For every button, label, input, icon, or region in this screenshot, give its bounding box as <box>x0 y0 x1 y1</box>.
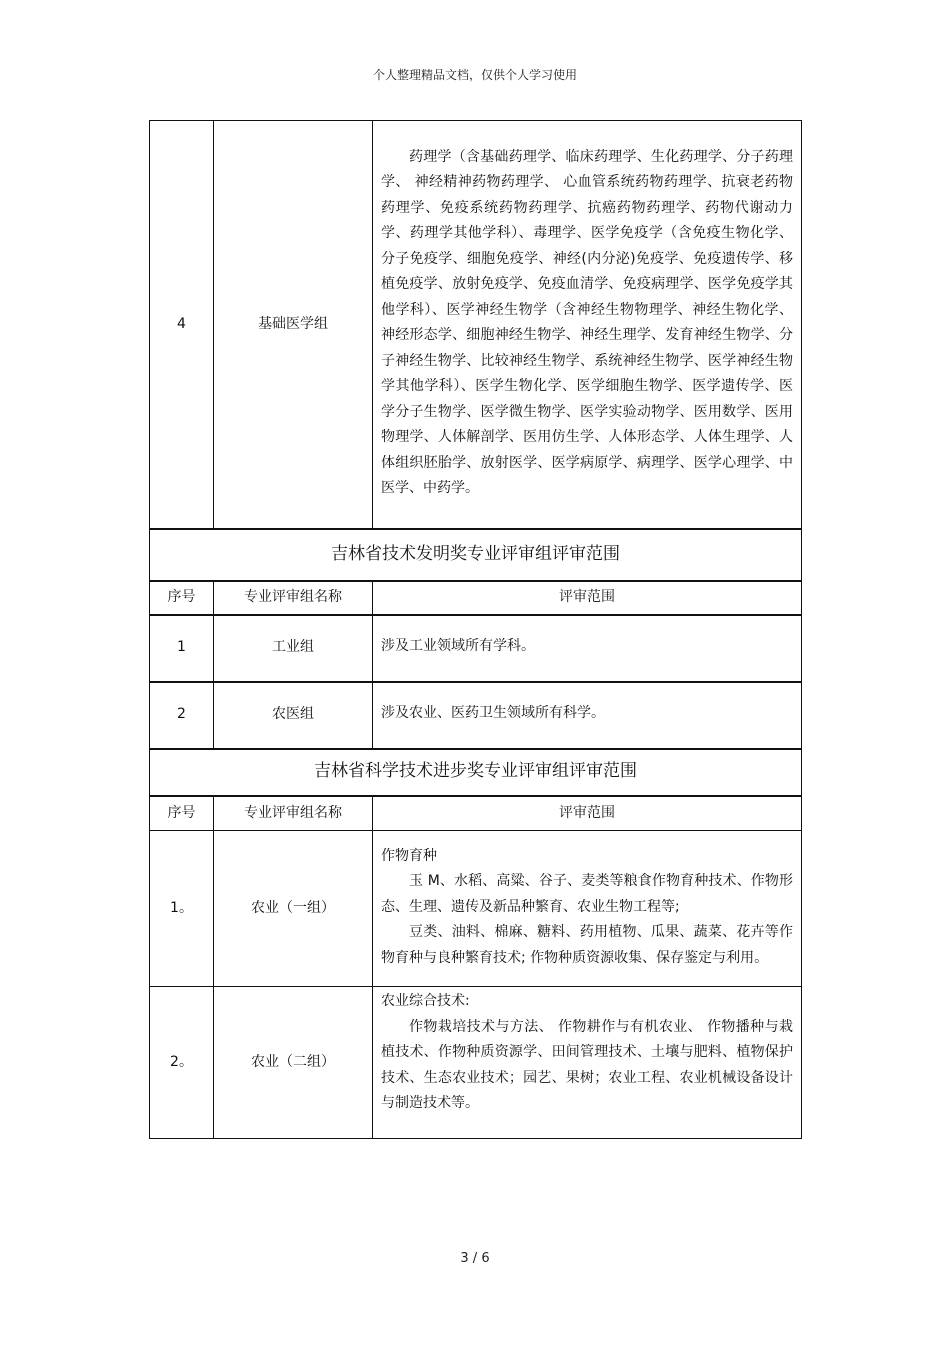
table-row <box>150 615 802 682</box>
row-number: 1。 <box>150 831 214 987</box>
review-scope <box>373 987 802 1139</box>
table-row <box>150 121 802 529</box>
review-scope: 涉及农业、医药卫生领域所有科学。 <box>373 682 802 749</box>
scope-text: 药理学（含基础药理学、临床药理学、生化药理学、分子药理学、 神经精神药物药理学、 心血管系统药物药理学、抗衰老药物药理学、免疫系统药物药理学、抗癌药物药理学、药物代谢动力学、药理学其他学科）、毒理学、医学免疫学（含免疫生物化学、分子免疫学、细胞免疫学、神经(内分泌)免疫学、免疫遗传学、移植免疫学、放射免疫学、免疫血清学、免疫病理学、医学免疫学其他学科）、医学神经生物学（含神经生物物理学、神经生物化学、神经形态学、细胞神经生物学、神经生理学、发育神经生物学、分子神经生物学、比较神经生物学、系统神经生物学、医学神经生物学其他学科）、医学生物化学、医学细胞生物学、医学遗传学、医学分子生物学、医学微生物学、医学实验动物学、医用数学、医用物理学、人体解剖学、医用仿生学、人体形态学、人体生理学、人体组织胚胎学、放射医学、医学病原学、病理学、医学心理学、中医学、中药学。 <box>381 148 793 497</box>
table-header-row <box>150 796 802 831</box>
section-title-progress: 吉林省科学技术进步奖专业评审组评审范围 <box>150 749 802 796</box>
column-header-scope: 评审范围 <box>373 581 802 615</box>
scope-paragraph: 豆类、油料、棉麻、糖料、药用植物、瓜果、蔬菜、花卉等作物育种与良种繁育技术; 作物种质资源收集、保存鉴定与利用。 <box>381 924 793 966</box>
group-name: 农业（二组） <box>214 987 373 1139</box>
section-title-invention: 吉林省技术发明奖专业评审组评审范围 <box>150 529 802 581</box>
column-header-number: 序号 <box>150 796 214 831</box>
page-number: 3 / 6 <box>460 1251 490 1266</box>
column-header-number: 序号 <box>150 581 214 615</box>
review-scope: 涉及工业领域所有学科。 <box>373 615 802 682</box>
scope-paragraph: 作物栽培技术与方法、 作物耕作与有机农业、 作物播种与栽植技术、作物种质资源学、田间管理技术、土壤与肥料、植物保护技术、生态农业技术；园艺、果树；农业工程、农业机械设备设计与制造技术等。 <box>381 1018 793 1111</box>
column-header-group: 专业评审组名称 <box>214 581 373 615</box>
evaluation-scope-table <box>149 120 802 1139</box>
table-header-row <box>150 581 802 615</box>
group-name: 农医组 <box>214 682 373 749</box>
row-number: 2。 <box>150 987 214 1139</box>
scope-paragraph: 玉 M、水稻、高粱、谷子、麦类等粮食作物育种技术、作物形态、生理、遗传及新品种繁育、农业生物工程等; <box>381 873 793 915</box>
row-number: 1 <box>150 615 214 682</box>
table-row <box>150 831 802 987</box>
page-header: 个人整理精品文档，仅供个人学习使用 <box>372 68 577 82</box>
row-number: 2 <box>150 682 214 749</box>
row-number: 4 <box>150 121 214 529</box>
scope-lead: 农业综合技术: <box>381 993 470 1009</box>
column-header-scope: 评审范围 <box>373 796 802 831</box>
group-name: 基础医学组 <box>214 121 373 529</box>
review-scope <box>373 831 802 987</box>
group-name: 工业组 <box>214 615 373 682</box>
review-scope <box>373 121 802 529</box>
table-row <box>150 682 802 749</box>
group-name: 农业（一组） <box>214 831 373 987</box>
table-row <box>150 987 802 1139</box>
scope-lead: 作物育种 <box>381 847 437 864</box>
column-header-group: 专业评审组名称 <box>214 796 373 831</box>
